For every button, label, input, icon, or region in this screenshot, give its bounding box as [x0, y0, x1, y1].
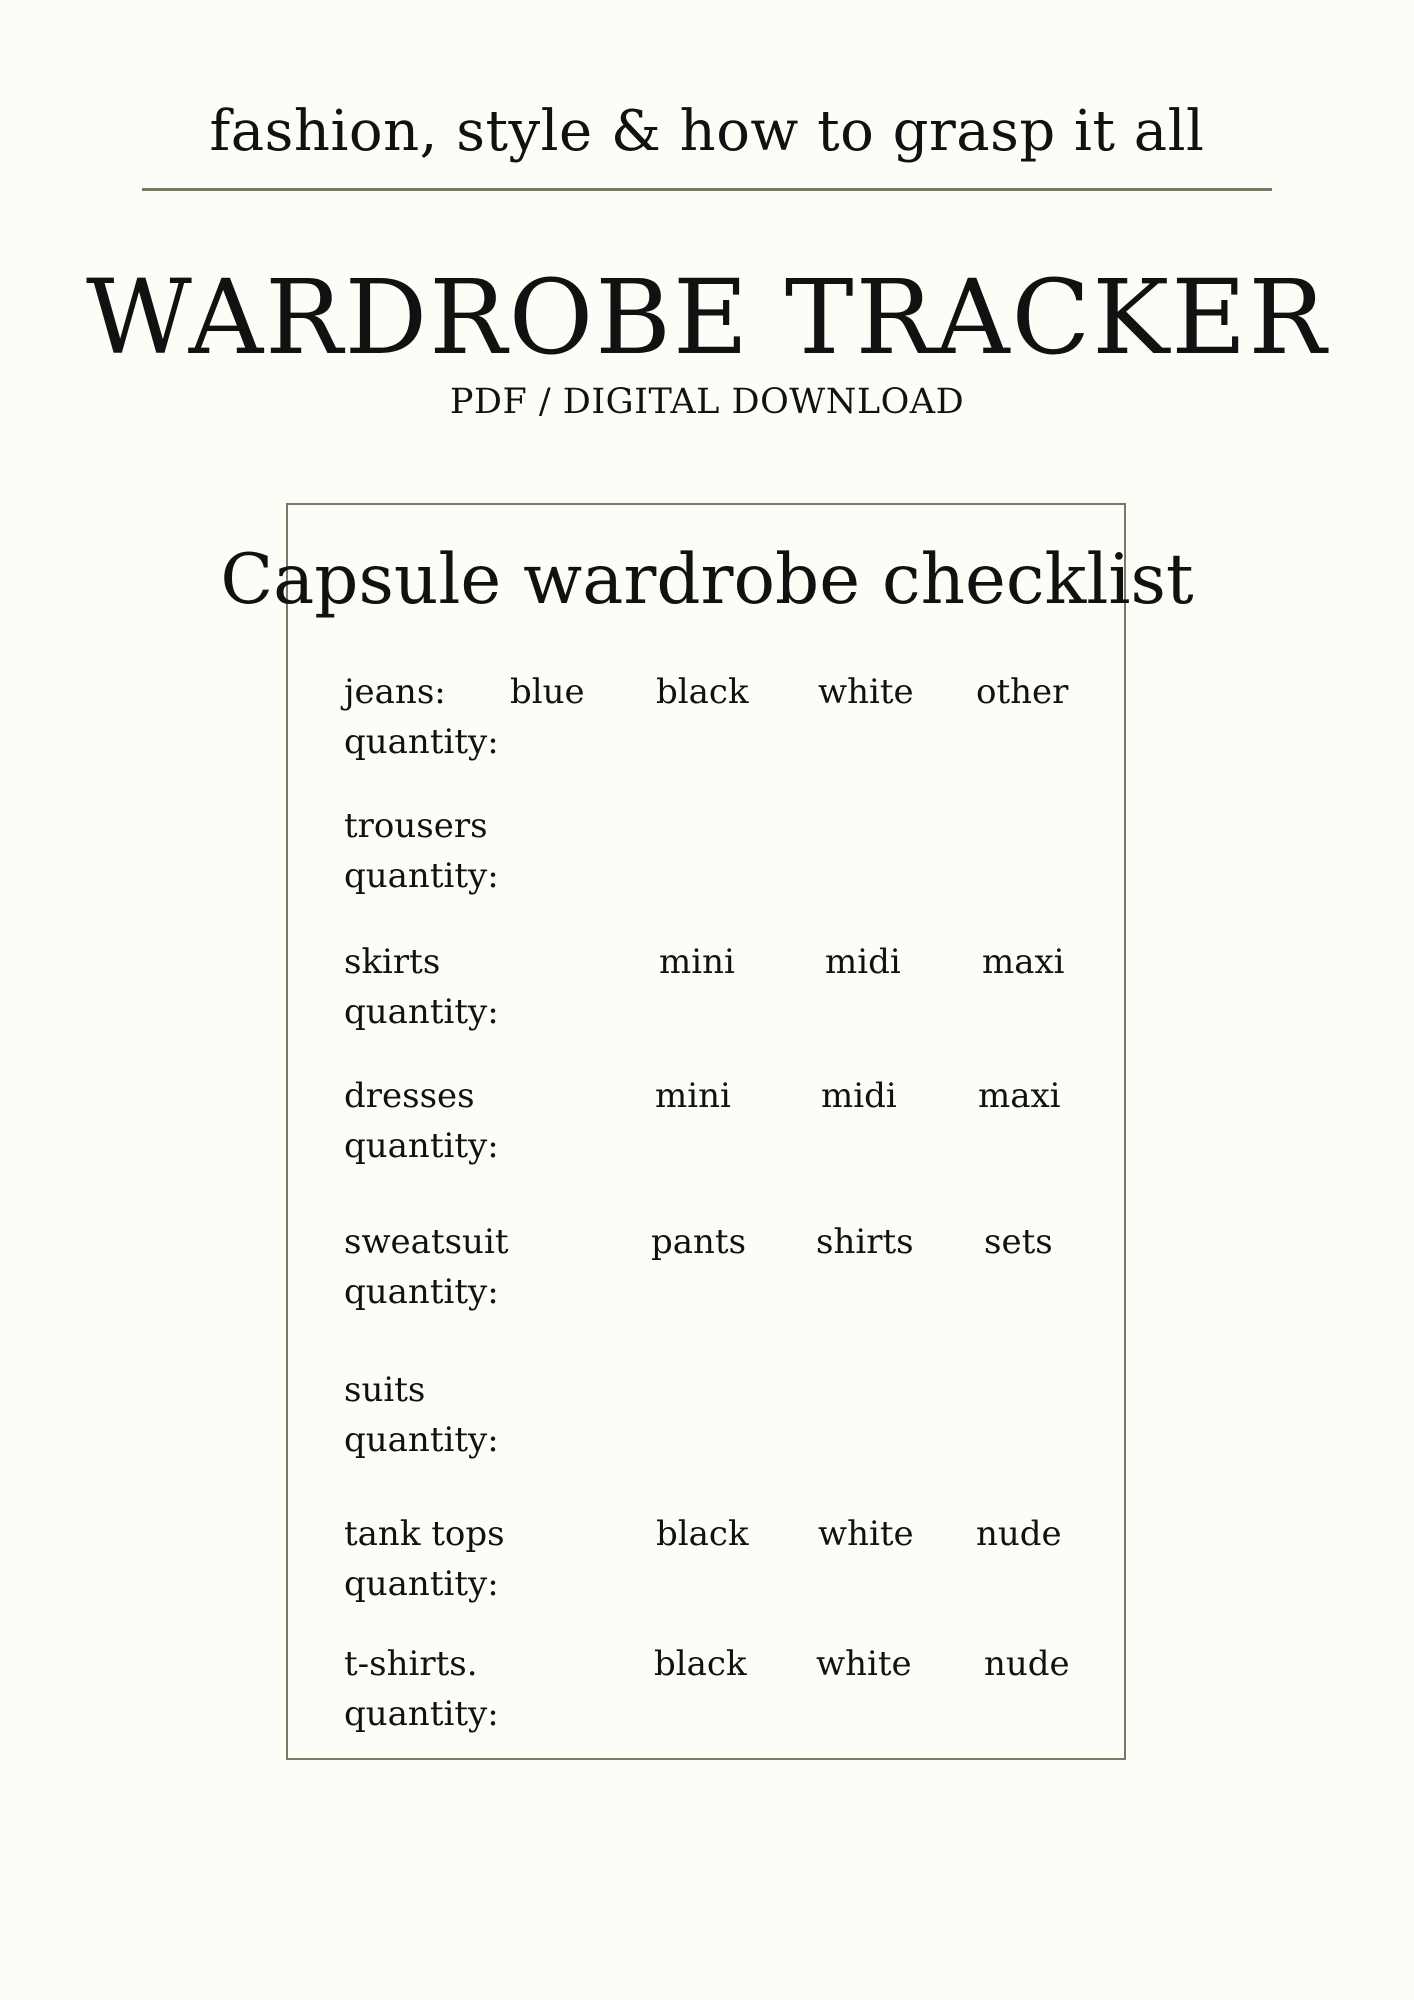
checklist-row-t-shirts — [0, 1644, 1414, 1754]
checklist-row-skirts — [0, 942, 1414, 1052]
item-name: sweatsuit — [344, 1222, 509, 1262]
quantity-label: quantity: — [344, 1272, 499, 1312]
checklist-row-tank-tops — [0, 1514, 1414, 1624]
item-name: dresses — [344, 1076, 475, 1116]
option-label: black — [656, 1514, 749, 1554]
quantity-label: quantity: — [344, 856, 499, 896]
option-label: sets — [984, 1222, 1053, 1262]
checklist-row-suits — [0, 1370, 1414, 1480]
item-name: jeans: — [344, 672, 446, 712]
page-title: WARDROBE TRACKER — [86, 258, 1328, 378]
checklist-row-jeans — [0, 672, 1414, 782]
quantity-label: quantity: — [344, 1564, 499, 1604]
option-label: nude — [976, 1514, 1062, 1554]
option-label: black — [654, 1644, 747, 1684]
option-label: blue — [510, 672, 585, 712]
item-name: skirts — [344, 942, 441, 982]
checklist-row-sweatsuit — [0, 1222, 1414, 1332]
item-name: t-shirts. — [344, 1644, 478, 1684]
option-label: midi — [821, 1076, 897, 1116]
option-label: shirts — [816, 1222, 914, 1262]
option-label: mini — [655, 1076, 731, 1116]
option-label: nude — [984, 1644, 1070, 1684]
option-label: white — [818, 672, 914, 712]
checklist-row-trousers — [0, 806, 1414, 916]
quantity-label: quantity: — [344, 992, 499, 1032]
checklist-row-dresses — [0, 1076, 1414, 1186]
quantity-label: quantity: — [344, 1126, 499, 1166]
option-label: other — [976, 672, 1069, 712]
quantity-label: quantity: — [344, 1420, 499, 1460]
option-label: white — [818, 1514, 914, 1554]
option-label: maxi — [982, 942, 1065, 982]
quantity-label: quantity: — [344, 1694, 499, 1734]
tagline: fashion, style & how to grasp it all — [209, 99, 1205, 164]
option-label: white — [816, 1644, 912, 1684]
option-label: black — [656, 672, 749, 712]
quantity-label: quantity: — [344, 722, 499, 762]
option-label: midi — [825, 942, 901, 982]
option-label: maxi — [978, 1076, 1061, 1116]
option-label: mini — [659, 942, 735, 982]
item-name: tank tops — [344, 1514, 505, 1554]
item-name: trousers — [344, 806, 488, 846]
item-name: suits — [344, 1370, 426, 1410]
option-label: pants — [651, 1222, 747, 1262]
checklist-title: Capsule wardrobe checklist — [220, 540, 1194, 620]
page-subtitle: PDF / DIGITAL DOWNLOAD — [449, 382, 965, 422]
header-divider — [142, 188, 1272, 191]
